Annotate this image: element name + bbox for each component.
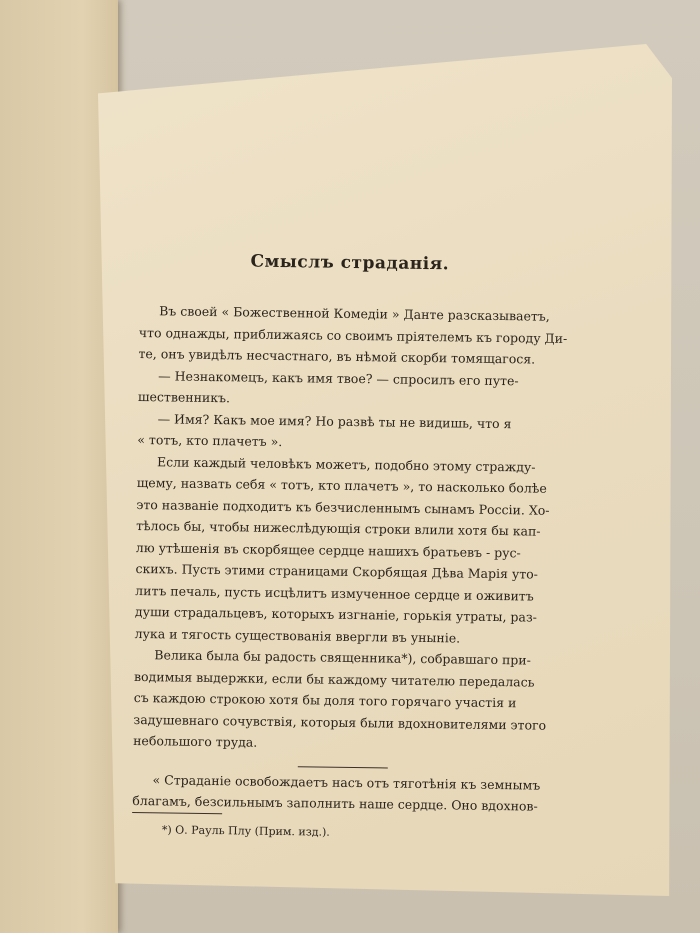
text-line: литъ печаль, пусть исцѣлитъ измученное сердце и оживитъ bbox=[135, 582, 534, 604]
text-line: водимыя выдержки, если бы каждому читателю передалась bbox=[133, 668, 535, 690]
footnote: *) О. Рауль Плу (Прим. изд.). bbox=[161, 822, 330, 839]
text-line: съ каждою строкою хотя бы доля того горячаго участія и bbox=[133, 689, 517, 711]
paragraph-3 bbox=[137, 407, 558, 456]
text-line: те, онъ увидѣлъ несчастнаго, въ нѣмой скорби томящагося. bbox=[138, 345, 536, 367]
text-line: задушевнаго сочувствія, которыя были вдохновителями этого bbox=[133, 711, 547, 733]
text-line: Если каждый человѣкъ можетъ, подобно этому стражду- bbox=[156, 453, 536, 475]
section-divider bbox=[298, 766, 388, 768]
text-line: души страдальцевъ, которыхъ изгнаніе, горькія утраты, раз- bbox=[134, 603, 538, 625]
text-line: тѣлось бы, чтобы нижеслѣдующія строки влили хотя бы кап- bbox=[136, 517, 541, 539]
text-line: что однажды, приближаясь со своимъ пріятелемъ къ городу Ди- bbox=[138, 324, 568, 346]
paragraph-6 bbox=[132, 768, 553, 817]
paragraph-2 bbox=[138, 364, 559, 413]
text-line: благамъ, безсильнымъ заполнить наше сердце. Оно вдохнов- bbox=[132, 792, 538, 814]
text-line: Въ своей « Божественной Комедіи » Данте разсказываетъ, bbox=[159, 303, 550, 324]
text-line: это названіе подходитъ къ безчисленнымъ сынамъ Россіи. Хо- bbox=[136, 496, 550, 518]
text-line: шественникъ. bbox=[137, 388, 231, 406]
text-line: лука и тягость существованія ввергли въ уныніе. bbox=[134, 625, 461, 646]
text-line: щему, назвать себя « тотъ, кто плачетъ », то насколько болѣе bbox=[136, 474, 547, 496]
text-line: скихъ. Пусть этими страницами Скорбящая Дѣва Марія уто- bbox=[135, 560, 539, 582]
text-line: небольшого труда. bbox=[133, 732, 258, 750]
page-title: Смыслъ страданія. bbox=[250, 251, 450, 275]
page-text bbox=[132, 250, 568, 844]
text-line: « Страданіе освобождаетъ насъ отъ тяготѣнія къ земнымъ bbox=[152, 771, 541, 793]
text-line: « тотъ, кто плачетъ ». bbox=[137, 431, 283, 450]
text-line: — Незнакомецъ, какъ имя твое? — спросилъ его путе- bbox=[158, 367, 519, 388]
text-line: Велика была бы радость священника*), собравшаго при- bbox=[154, 647, 532, 668]
paragraph-5 bbox=[133, 644, 554, 757]
paragraph-4 bbox=[134, 450, 557, 649]
text-line: лю утѣшенія въ скорбящее сердце нашихъ братьевъ - рус- bbox=[135, 539, 521, 560]
paragraph-1 bbox=[138, 300, 568, 370]
text-line: — Имя? Какъ мое имя? Но развѣ ты не видишь, что я bbox=[157, 410, 512, 431]
